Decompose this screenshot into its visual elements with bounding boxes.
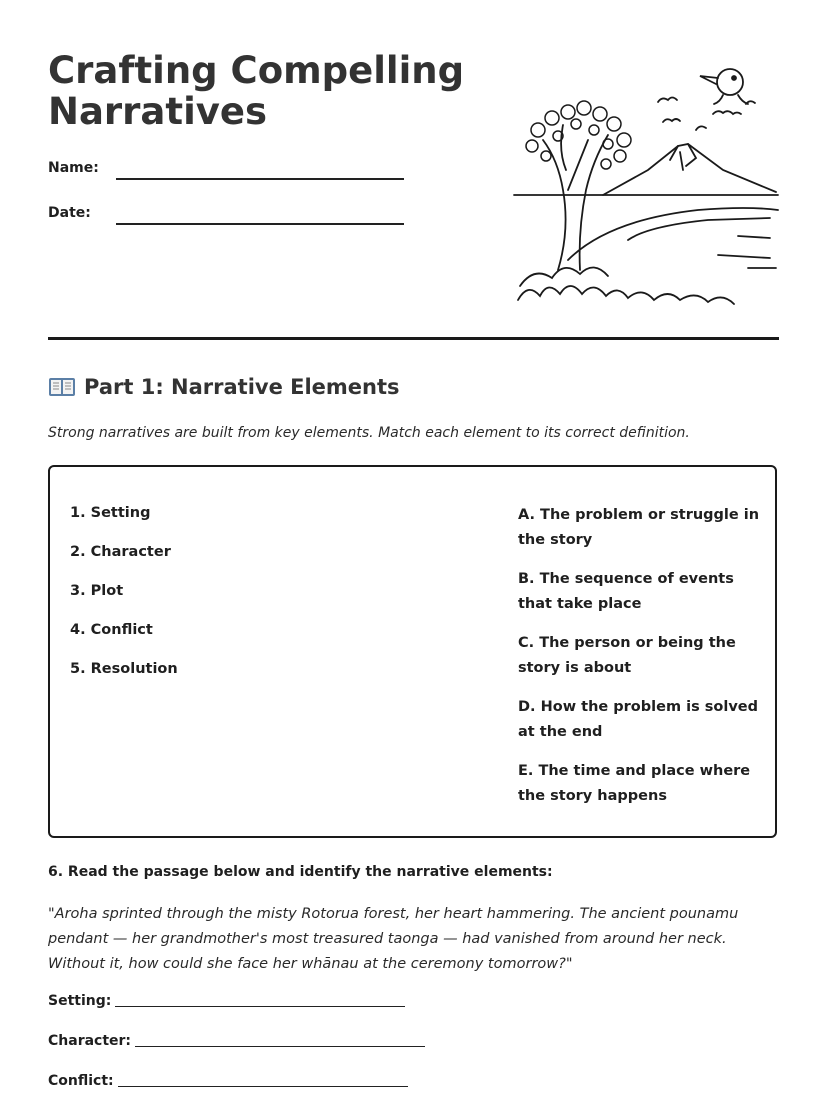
element-item: 4. Conflict [70,622,153,638]
open-book-icon [48,375,76,399]
page-title: Crafting Compelling Narratives [48,49,465,133]
header-divider [48,337,779,340]
answer-setting [48,993,405,1009]
part1-intro: Strong narratives are built from key elements. Match each element to its correct definition. [48,425,690,441]
definition-item: B. The sequence of events that take place [518,571,734,612]
answer-character [48,1033,425,1049]
answer-label: Conflict: [48,1073,114,1089]
part1-heading-text: Part 1: Narrative Elements [84,375,400,399]
question-6-prompt: 6. Read the passage below and identify the narrative elements: [48,864,553,880]
landscape-illustration [508,60,788,310]
element-item: 2. Character [70,544,171,560]
element-item: 3. Plot [70,583,124,599]
date-blank-line[interactable] [116,223,404,225]
answer-conflict [48,1073,408,1089]
answer-label: Setting: [48,993,112,1009]
name-label: Name: [48,160,99,176]
part1-heading [48,375,400,399]
date-label: Date: [48,205,91,221]
element-item: 5. Resolution [70,661,178,677]
definition-item: E. The time and place where the story happens [518,763,751,804]
element-item: 1. Setting [70,505,151,521]
answer-blank-line[interactable] [135,1046,425,1047]
story-passage: "Aroha sprinted through the misty Rotorua forest, her heart hammering. The ancient pounamu pendant — her grandmother's most treasured taonga — had vanished from around her neck. Without it, how could she face her whānau at the ceremony tomorrow?" [48,906,739,972]
elements-list [70,505,178,700]
answer-blank-line[interactable] [115,1006,405,1007]
name-blank-line[interactable] [116,178,404,180]
definitions-list [518,503,768,823]
definition-item: D. How the problem is solved at the end [518,699,758,740]
matching-box [48,465,777,838]
definition-item: C. The person or being the story is about [518,635,736,676]
definition-item: A. The problem or struggle in the story [518,507,760,548]
answer-label: Character: [48,1033,132,1049]
answer-blank-line[interactable] [118,1086,408,1087]
